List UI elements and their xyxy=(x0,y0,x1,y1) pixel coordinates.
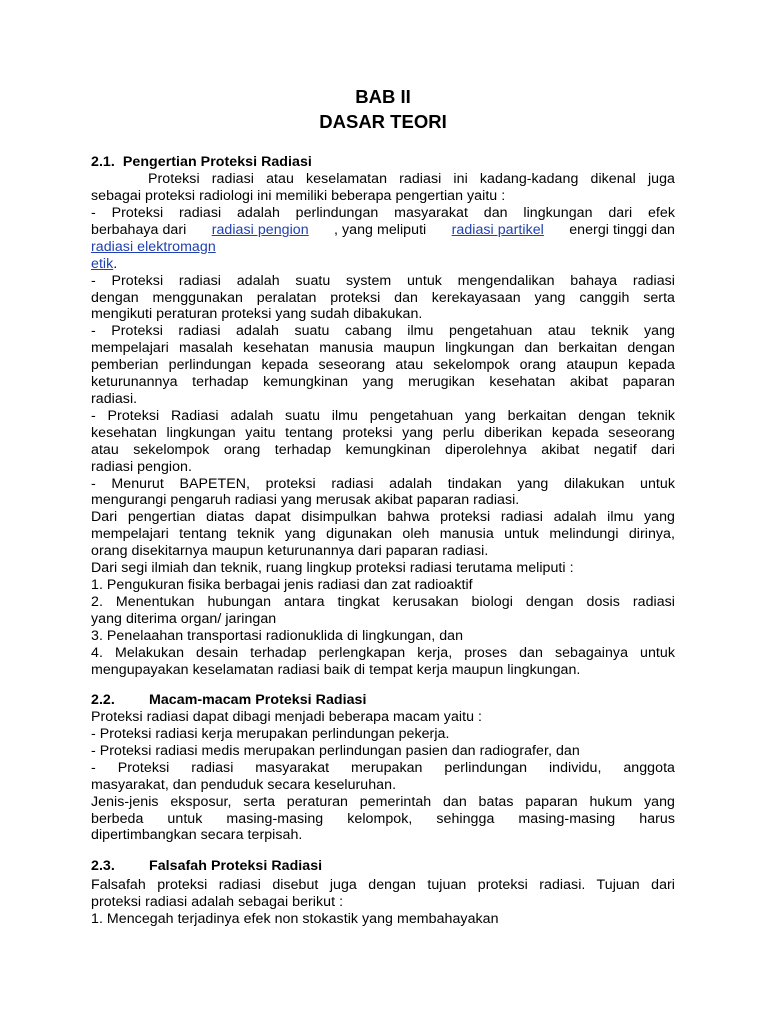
paragraph-line: sebagai proteksi radiologi ini memiliki beberapa pengertian yaitu : xyxy=(91,188,506,204)
paragraph-line: mengurangi pengaruh radiasi yang merusak akibat paparan radiasi. xyxy=(91,492,520,508)
text-fragment: . xyxy=(113,256,118,272)
link-radiasi-partikel[interactable]: radiasi partikel xyxy=(451,222,544,238)
link-radiasi-elektromagnetik[interactable]: radiasi elektromagn xyxy=(91,239,216,255)
paragraph-line: berbeda untuk masing-masing kelompok, sehingga masing-masing harus xyxy=(91,811,675,827)
paragraph-line: keturunannya terhadap kemungkinan yang merugikan kesehatan akibat paparan xyxy=(91,374,675,390)
list-item: - Proteksi radiasi medis merupakan perlindungan pasien dan radiografer, dan xyxy=(91,743,580,759)
list-item: 3. Penelaahan transportasi radionuklida di lingkungan, dan xyxy=(91,628,464,644)
text-fragment: berbahaya dari xyxy=(91,222,187,238)
paragraph-line: Proteksi radiasi atau keselamatan radiasi ini kadang-kadang dikenal juga xyxy=(148,171,675,187)
paragraph-line: Dari segi ilmiah dan teknik, ruang lingkup proteksi radiasi terutama meliputi : xyxy=(91,560,574,576)
link-radiasi-pengion[interactable]: radiasi pengion xyxy=(211,222,309,238)
paragraph-line: masyarakat, dan penduduk secara keseluruhan. xyxy=(91,777,397,793)
list-item: 4. Melakukan desain terhadap perlengkapan kerja, proses dan sebagainya untuk xyxy=(91,645,675,661)
section-title: Macam-macam Proteksi Radiasi xyxy=(149,692,367,708)
paragraph-line: kesehatan lingkungan yaitu tentang proteksi yang perlu diberikan kepada seseorang xyxy=(91,425,675,441)
section-heading-2-3 xyxy=(91,858,675,875)
paragraph-line: Proteksi radiasi dapat dibagi menjadi beberapa macam yaitu : xyxy=(91,709,483,725)
paragraph-line: mengupayakan keselamatan radiasi baik di tempat kerja maupun lingkungan. xyxy=(91,662,581,678)
paragraph-line: dengan menggunakan peralatan proteksi dan kerekayasaan yang canggih serta xyxy=(91,290,675,306)
paragraph-line: Dari pengertian diatas dapat disimpulkan bahwa proteksi radiasi adalah ilmu yang xyxy=(91,509,675,525)
text-fragment: , yang meliputi xyxy=(334,222,427,238)
list-item: - Proteksi radiasi kerja merupakan perlindungan pekerja. xyxy=(91,726,450,742)
paragraph-line-with-links xyxy=(91,222,675,239)
paragraph-line: pemberian perlindungan kepada seseorang atau sekelompok orang ataupun kepada xyxy=(91,357,675,373)
paragraph-line: Jenis-jenis eksposur, serta peraturan pemerintah dan batas paparan hukum yang xyxy=(91,794,675,810)
section-title: Pengertian Proteksi Radiasi xyxy=(122,154,312,170)
paragraph-line xyxy=(91,256,675,273)
paragraph-line xyxy=(91,239,675,256)
paragraph-line: mempelajari tentang teknik yang digunakan oleh manusia untuk melindungi dirinya, xyxy=(91,526,675,542)
paragraph-line: orang disekitarnya maupun keturunannya dari paparan radiasi. xyxy=(91,543,489,559)
paragraph-line: - Proteksi radiasi adalah perlindungan masyarakat dan lingkungan dari efek xyxy=(91,205,675,221)
text-fragment: energi tinggi dan xyxy=(569,222,675,238)
section-title: Falsafah Proteksi Radiasi xyxy=(149,858,323,874)
paragraph-line: - Proteksi Radiasi adalah suatu ilmu pengetahuan yang berkaitan dengan teknik xyxy=(91,408,675,424)
paragraph-line: mengikuti peraturan proteksi yang sudah dibakukan. xyxy=(91,306,423,322)
list-item: 1. Pengukuran fisika berbagai jenis radiasi dan zat radioaktif xyxy=(91,577,473,593)
link-radiasi-elektromagnetik-cont[interactable]: etik xyxy=(91,256,114,272)
list-item: 1. Mencegah terjadinya efek non stokastik yang membahayakan xyxy=(91,911,499,927)
paragraph-line: proteksi radiasi adalah sebagai berikut : xyxy=(91,894,344,910)
paragraph-line: - Proteksi radiasi adalah suatu cabang ilmu pengetahuan atau teknik yang xyxy=(91,323,675,339)
paragraph-line: dipertimbangkan secara terpisah. xyxy=(91,827,303,843)
paragraph-line: radiasi pengion. xyxy=(91,459,192,475)
list-item: 2. Menentukan hubungan antara tingkat kerusakan biologi dengan dosis radiasi xyxy=(91,594,675,610)
chapter-title: DASAR TEORI xyxy=(319,111,447,132)
paragraph-line: atau sekelompok orang terhadap kemungkinan diperolehnya akibat negatif dari xyxy=(91,442,675,458)
section-number: 2.1. xyxy=(91,154,115,170)
paragraph-line: yang diterima organ/ jaringan xyxy=(91,611,277,627)
paragraph-line: Falsafah proteksi radiasi disebut juga dengan tujuan proteksi radiasi. Tujuan dari xyxy=(91,877,675,893)
section-number: 2.3. xyxy=(91,858,115,874)
section-heading-2-1 xyxy=(91,154,675,171)
paragraph-line: - Proteksi radiasi adalah suatu system untuk mengendalikan bahaya radiasi xyxy=(91,273,675,289)
list-item: - Proteksi radiasi masyarakat merupakan perlindungan individu, anggota xyxy=(91,760,675,776)
section-heading-2-2 xyxy=(91,692,675,709)
section-number: 2.2. xyxy=(91,692,115,708)
chapter-label: BAB II xyxy=(355,86,411,107)
paragraph-line: - Menurut BAPETEN, proteksi radiasi adalah tindakan yang dilakukan untuk xyxy=(91,476,675,492)
paragraph-line: mempelajari masalah kesehatan manusia maupun lingkungan dan berkaitan dengan xyxy=(91,340,675,356)
paragraph-line: radiasi. xyxy=(91,391,138,407)
